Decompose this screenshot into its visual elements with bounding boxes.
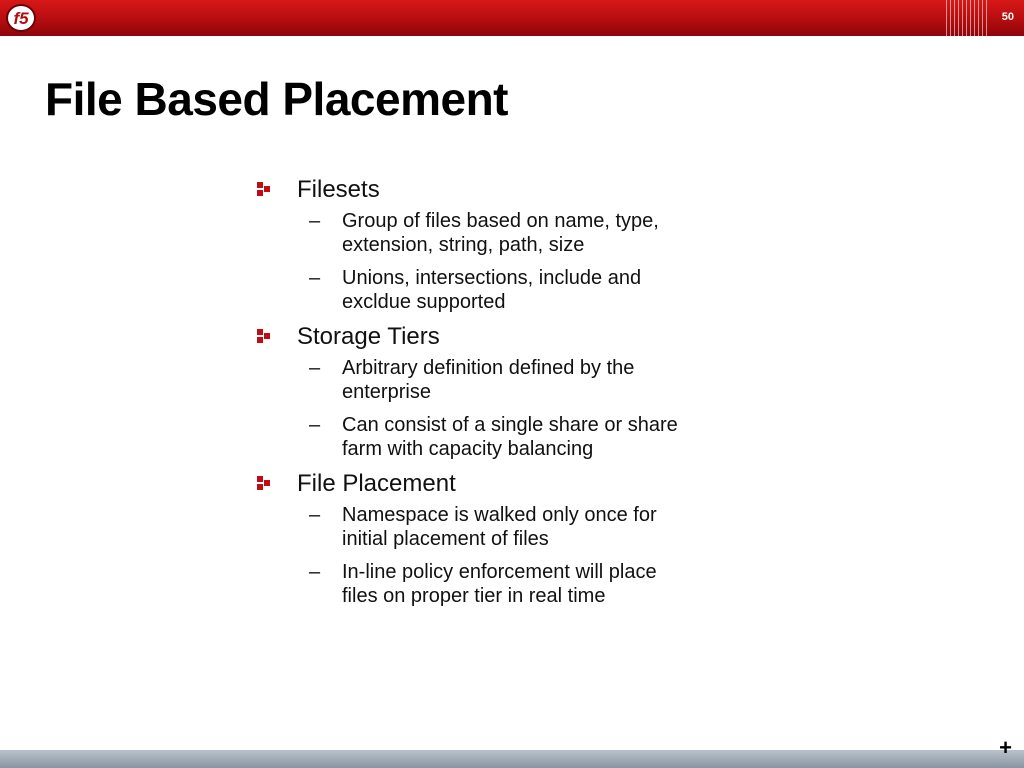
- f5-logo: [6, 4, 36, 32]
- bullet-list: [255, 176, 695, 617]
- plus-icon[interactable]: +: [999, 735, 1012, 760]
- sub-bullet-text: Unions, intersections, include and excldue supported: [342, 267, 642, 313]
- bullet-filesets: [255, 176, 695, 203]
- bullet-group-file-placement: [255, 470, 695, 608]
- bullet-group-filesets: [255, 176, 695, 314]
- sub-bullet: – Can consist of a single share or share farm with capacity balancing: [309, 414, 678, 460]
- bullet-storage-tiers: [255, 323, 695, 350]
- sub-bullet: – In-line policy enforcement will place files on proper tier in real time: [309, 561, 657, 607]
- footer-bar: [0, 750, 1024, 768]
- header-bar: [0, 0, 1024, 36]
- bullet-label: Filesets: [297, 176, 380, 203]
- sub-bullet-text: Group of files based on name, type, extension, string, path, size: [342, 210, 659, 256]
- sub-bullet: – Unions, intersections, include and excldue supported: [309, 267, 642, 313]
- bullet-marker-icon: [257, 182, 271, 196]
- bullet-marker-icon: [257, 476, 271, 490]
- bullet-label: File Placement: [297, 470, 456, 497]
- sub-list: [255, 503, 695, 608]
- slide-title: File Based Placement: [45, 73, 508, 125]
- sub-bullet: – Group of files based on name, type, extension, string, path, size: [309, 210, 659, 256]
- sub-list: [255, 209, 695, 314]
- slide-number: 50: [1001, 11, 1014, 23]
- bullet-group-storage-tiers: [255, 323, 695, 461]
- sub-list: [255, 356, 695, 461]
- bullet-file-placement: [255, 470, 695, 497]
- sub-bullet: – Arbitrary definition defined by the enterprise: [309, 357, 635, 403]
- bullet-marker-icon: [257, 329, 271, 343]
- sub-bullet: – Namespace is walked only once for initial placement of files: [309, 504, 657, 550]
- f5-logo-text: f5: [13, 9, 29, 28]
- sub-bullet-text: Can consist of a single share or share farm with capacity balancing: [342, 414, 678, 460]
- sub-bullet-text: In-line policy enforcement will place files on proper tier in real time: [342, 561, 657, 607]
- sub-bullet-text: Arbitrary definition defined by the enterprise: [342, 357, 635, 403]
- header-stripes: [946, 0, 988, 36]
- sub-bullet-text: Namespace is walked only once for initial placement of files: [342, 504, 657, 550]
- bullet-label: Storage Tiers: [297, 323, 440, 350]
